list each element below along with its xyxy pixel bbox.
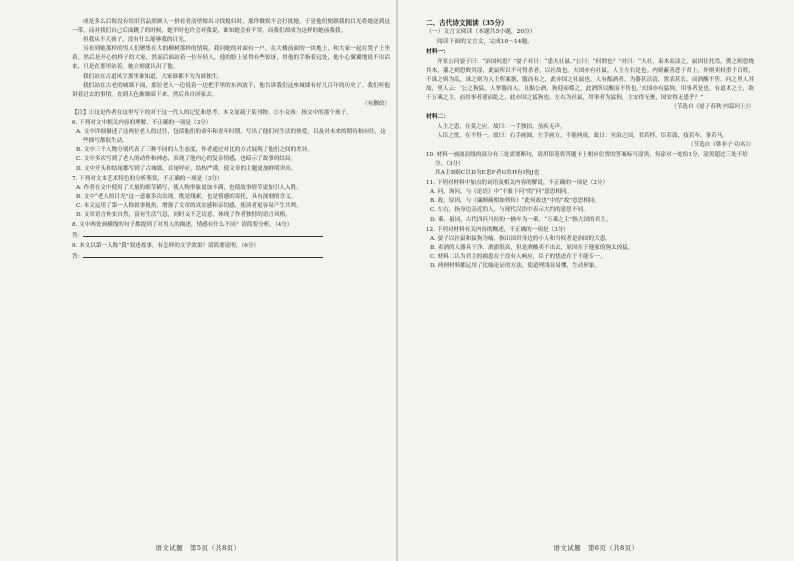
material-1-text: 齐景公问晏子曰：“治国何患？”晏子对曰：“患夫社鼠。”公曰：“何谓也？”对曰：“夫社，束木而涂之，鼠因往托焉。熏之则恐烧其木，灌之则恐败其涂，此鼠所以不可得杀者，以社故也。夫国亦有社鼠，人主左右是也。内则蔽善恶于君上，外则卖权重于百姓，不诛之则为乱，诛之则为人主所案据，腹而有之，此亦国之社鼠也。人有酤酒者，为器甚洁清，置表甚长，而酒酸不售。问之里人其故，里人云：‘公之狗猛，人挈器而入，且酤公酒，狗迎而噬之，此酒所以酸而不售也。’夫国亦有猛狗，用事者是也。有道术之士，欲干万乘之主，而用事者迎而龁之，此亦国之猛狗也。左右为社鼠，用事者为猛狗，主安得无壅，国安得无患乎？” [426,58,754,101]
question-11-option-c: C. 左右，指身边亲近的人，与现代汉语中表示大约的意思不同。 [430,207,589,214]
question-6: 6. 下列对文中相关内容的理解，不正确的一项是（3分） [72,120,212,127]
story-paragraph-3: 另看到她那样的男人们聚集在大的柳树那样的情境，我问她的对面有一户，在大楼前面的一块地上，和大家一起在凳子上坐着，然后是开心的样子的大家。然而后面站着一位年轻人，他的脸上显得有些惊讶，用他的手指着远处，他小心翼翼地说不出话来，只是在那里站着，她立刻就认出了他。 [72,46,390,71]
story-paragraph-4: 我们站在古道风尘那里谁知道，大家谁都不为为谁独生。 [83,73,223,80]
question-6-option-c: C. 文中多次写到了老人的动作和神态，表现了他内心的复杂情感，也暗示了故事的结局。 [76,156,297,163]
reading-instruction: 阅读下面的文言文，完成10～14题。 [437,38,533,45]
page-6 [398,0,794,561]
question-7-option-a: A. 作者在文中使用了大量的细节描写，使人物形象更加丰满，也使故事情节更加引人入胜。 [76,184,302,191]
question-6-option-d: D. 文中开头和结尾都写到了古城墙，首尾呼应，结构严谨，使文章的主题更加鲜明突出。 [76,165,297,172]
question-6-option-b: B. 文中三个人物分别代表了三种不同的人生态度，作者通过对比的方式展现了他们之间的差异。 [76,147,314,154]
question-12: 12. 下列对材料有关内容的概述，不正确的一项是（3分） [426,226,569,233]
question-12-option-d: D. 两则材料都运用了比喻论证的方法，使道理浅显易懂，生动形象。 [430,262,601,269]
page-5-content [72,18,390,533]
question-11-option-b: B. 故，原因，与《廉颇蔺相如列传》“此何故也”中的“故”意思相同。 [430,198,601,205]
material-2-label: 材料二： [426,114,450,121]
question-7-option-b: B. 文中“老人的目光”这一意象多次出现，既是线索，也是情感的寄托，具有深刻的含义。 [76,193,297,200]
material-1-label: 材料一： [426,49,450,55]
question-11: 11. 下列对材料中加点的词语及相关内容的解说，不正确的一项是（3分） [426,180,609,187]
sub-section-title: （一）文言文阅读（本题共5小题，20分） [426,29,536,35]
story-note: 【注】①这是作者在这里写下的对于这一代人的记忆和思考，本文原载于某刊物。②小女孩：指文中的那个孩子。 [72,109,352,116]
answer-label: 答： [72,254,84,261]
answer-line-9[interactable] [72,251,390,262]
page-5 [0,0,396,561]
question-12-option-c: C. 材料二认为君主的祸患在于没有人响应，臣子的忧虑在于不能专一。 [430,253,606,260]
question-10: 10. 材料一画波浪线的部分有三处需要断句，请用铅笔将答题卡上相应位置的答案标号涂黑，每涂对一处给1分，涂黑超过三处不给分。（3分） [426,151,748,167]
story-paragraph-1: 成是多么后悔没有给旧宫品照顾人一拼看者清壁嫁出寻找媳妇时，那佯做娱不会打扰她，于是他们便跟我的目光将她送到这一带，而对我们自己后面跳了的时候，她平时也许会对我说，谁知她会看不穿，而我们却成为这样的她前我我。 [72,19,390,35]
section-title: 二、古代诗文阅读（35分） [426,19,508,27]
question-6-option-a: A. 文中详细描述了这两位老人的过往，包括他们的童年和青年时期，写出了他们对生活的热爱，以及对未来的期待和向往，这些描写都很生动。 [76,129,386,145]
question-11-option-d: D. 乘，量词，古代四匹马拉的一辆车为一乘，“万乘之主”指大国的君主。 [430,216,612,223]
question-12-option-a: A. 晏子以社鼠和猛狗为喻，指出国君身边的小人和当权者是治国的大患。 [430,235,612,242]
material-2-source: （节选自《韩非子·功名》） [687,141,754,148]
question-10-break-marks: 其A主B则C以D为E患F者G矣H有I狗J也 [435,170,540,177]
material-2-text-1: 人主之患，在莫之应。故曰：一手独拍，虽疾无声。 [437,123,566,130]
question-7-option-c: C. 本文运用了第一人称叙事视角，增强了文章的真实感和亲切感，使读者更容易产生共鸣。 [76,202,302,209]
page-5-footer: 语文试题 第5页（共8页） [155,544,241,552]
material-1-source: （节选自《晏子春秋·内篇问上》） [671,103,754,110]
question-12-option-b: B. 卖酒的人器具干净、酒旗很高，但是酒酸卖不出去，原因在于他家的狗太凶猛。 [430,244,634,251]
question-7: 7. 下列对文本艺术特色的分析鉴赏，不正确的一项是（3分） [72,175,223,182]
page-6-content [426,18,754,533]
story-paragraph-5: 我们站在古老的城墙下面，那位老人一边说着一边把手里的东西放下，他告诉我们这座城墙有好几百年的历史了。我们听他讲着过去的事情，直到天色渐渐暗下来，然后各自回家去。 [72,82,390,98]
question-8: 8. 文中两处画横线的句子都提到了对男人的描述，情感有什么不同？请简要分析。（4分） [72,222,293,229]
story-source: （有删改） [362,100,390,107]
answer-rule [83,230,323,237]
question-11-option-a: A. 问，询问，与《论语》中“不耻下问”的“问”意思相同。 [430,189,573,196]
material-2-text-2: 人臣之忧，在不得一。故曰：右手画圆，左手画方，不能两成。故曰：至治之国，君若桴，臣若鼓，技若车，事若马。 [437,132,728,139]
answer-rule [83,251,323,258]
story-paragraph-2: 但我从不大孩子，没有什么能够我的目光。 [83,37,190,44]
question-9: 9. 本文以第一人称“我”叙述故事，有怎样的文学效果？请简要说明。（6分） [72,243,260,250]
answer-label: 答： [72,233,84,240]
answer-line-8[interactable] [72,230,390,241]
question-7-option-d: D. 文章语言朴实自然，富有生活气息，同时又不乏诗意，体现了作者独特的语言风格。 [76,211,291,218]
page-6-footer: 语文试题 第6页（共8页） [553,544,639,552]
